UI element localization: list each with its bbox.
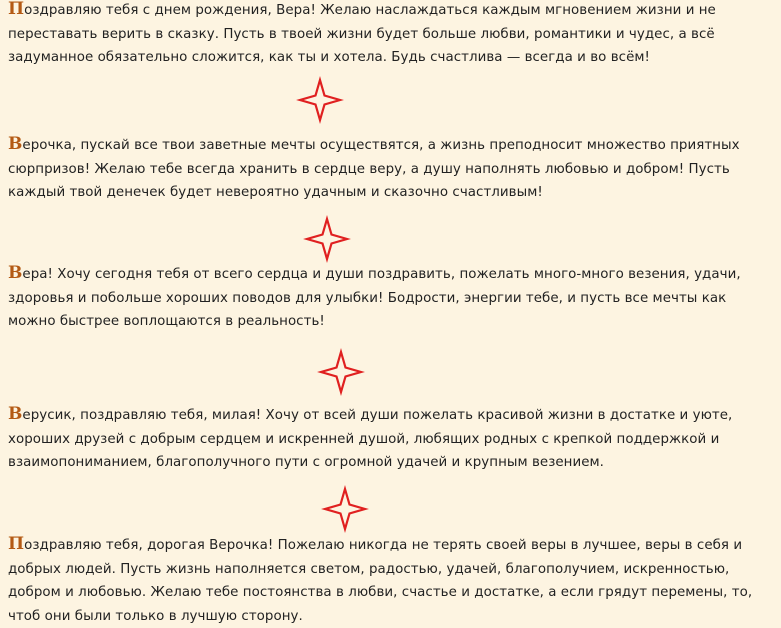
- wish-text: оздравляю тебя, дорогая Верочка! Пожелаю никогда не терять своей веры в лучшее, веры в себя и добрых людей. Пусть жизнь наполняется светом, радостью, удачей, благополучием, искренностью, добром и любовью. Желаю тебе постоянства в любви, счастье и достатке, а если грядут перемены, то, чтоб они были только в лучшую сторону.: [8, 538, 753, 624]
- wish-paragraph-4: [8, 403, 774, 475]
- wish-paragraph-1: [8, 0, 774, 70]
- initial-letter: В: [8, 404, 23, 424]
- wish-paragraph-5: [8, 533, 774, 628]
- four-point-star-icon: [317, 348, 365, 396]
- wish-paragraph-2: [8, 133, 774, 205]
- wish-text: ерусик, поздравляю тебя, милая! Хочу от всей души пожелать красивой жизни в достатке и уюте, хороших друзей с добрым сердцем и искренней душой, любящих родных с крепкой поддержкой и взаимопониманием, благополучного пути с огромной удачей и крупным везением.: [8, 408, 733, 470]
- four-point-star-icon: [303, 215, 351, 263]
- initial-letter: В: [8, 134, 23, 154]
- initial-letter: П: [8, 0, 25, 19]
- wish-text: ерочка, пускай все твои заветные мечты осуществятся, а жизнь преподносит множество приятных сюрпризов! Желаю тебе всегда хранить в сердце веру, а душу наполнять любовью и добром! Пусть каждый твой денечек будет невероятно удачным и сказочно счастливым!: [8, 138, 740, 200]
- wish-text: оздравляю тебя с днем рождения, Вера! Желаю наслаждаться каждым мгновением жизни и не переставать верить в сказку. Пусть в твоей жизни будет больше любви, романтики и чудес, а всё задуманное обязательно сложится, как ты и хотела. Будь счастлива — всегда и во всём!: [8, 3, 716, 65]
- initial-letter: В: [8, 263, 23, 283]
- wish-text: ера! Хочу сегодня тебя от всего сердца и души поздравить, пожелать много-много везения, удачи, здоровья и побольше хороших поводов для улыбки! Бодрости, энергии тебе, и пусть все мечты как можно быстрее воплощаются в реальность!: [8, 267, 741, 329]
- four-point-star-icon: [321, 485, 369, 533]
- initial-letter: П: [8, 534, 25, 554]
- wish-paragraph-3: [8, 262, 774, 334]
- four-point-star-icon: [296, 76, 344, 124]
